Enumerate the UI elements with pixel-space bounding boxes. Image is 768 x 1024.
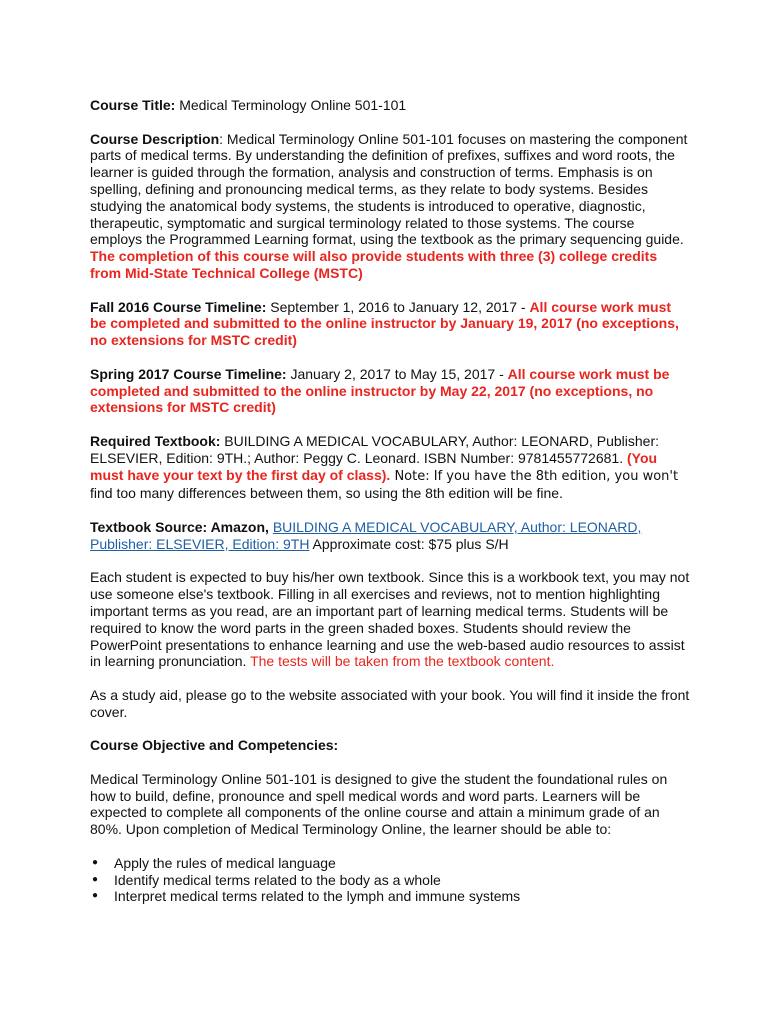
textbook-source-label: Textbook Source: Amazon, (90, 518, 269, 535)
student-paragraph-highlight: The tests will be taken from the textbook content. (250, 653, 555, 670)
course-description-label: Course Description (90, 130, 220, 147)
student-paragraph-text: Each student is expected to buy his/her own textbook. Since this is a workbook text, you may not use someone else's textbook. Filling in all exercises and reviews, not to mention highlighting important terms as you read, are an important part of learning medical terms. Students will be required to know the word parts in the green shaded boxes. Students should review the PowerPoint presentations to enhance learning and use the web-based audio resources to assist in learning pronunciation. (90, 569, 690, 670)
textbook-source (90, 519, 690, 553)
course-description-highlight: The completion of this course will also provide students with three (3) college credits from Mid-State Technical College (MSTC) (90, 248, 658, 281)
student-paragraph (90, 569, 690, 670)
course-title (90, 97, 690, 114)
study-aid: As a study aid, please go to the website associated with your book. You will find it inside the front cover. (90, 686, 690, 720)
required-textbook-label: Required Textbook: (90, 432, 221, 449)
list-item (92, 871, 690, 889)
required-textbook (90, 433, 690, 502)
course-description-text: : Medical Terminology Online 501-101 focuses on mastering the component parts of medical terms. By understanding the definition of prefixes, suffixes and word roots, the learner is guided through the formation, analysis and construction of terms. Emphasis is on spelling, defining and pronouncing medical terms, as they relate to body systems. Besides studying the anatomical body systems, the students is introduced to operative, diagnostic, therapeutic, symptomatic and surgical terminology related to those systems. The course employs the Programmed Learning format, using the textbook as the primary sequencing guide. (90, 130, 688, 248)
list-item-text: Apply the rules of medical language (114, 854, 336, 871)
amazon-textbook-link[interactable]: BUILDING A MEDICAL VOCABULARY, Author: LEONARD, Publisher: ELSEVIER, Edition: 9TH (90, 518, 642, 552)
fall-timeline-label: Fall 2016 Course Timeline: (90, 298, 267, 315)
objectives-text: Medical Terminology Online 501-101 is designed to give the student the foundational rules on how to build, define, pronounce and spell medical words and word parts. Learners will be expected to complete all components of the online course and attain a minimum grade of an 80%. Upon completion of Medical Terminology Online, the learner should be able to: (90, 770, 668, 838)
course-title-value: Medical Terminology Online 501-101 (175, 97, 407, 113)
required-textbook-text: BUILDING A MEDICAL VOCABULARY, Author: LEONARD, Publisher: ELSEVIER, Edition: 9TH.; Author: Peggy C. Leonard. ISBN Number: 9781455772681. (90, 432, 660, 466)
spring-timeline-dates: January 2, 2017 to May 15, 2017 - (286, 365, 508, 382)
objectives-list (90, 855, 690, 905)
list-item-text: Identify medical terms related to the body as a whole (114, 871, 441, 888)
document-page (90, 97, 690, 905)
objectives-heading: Course Objective and Competencies: (90, 737, 339, 754)
list-item (92, 888, 690, 905)
bullet-icon: ● (92, 856, 99, 868)
textbook-source-cost: Approximate cost: $75 plus S/H (309, 535, 509, 552)
fall-timeline-dates: September 1, 2016 to January 12, 2017 - (266, 298, 530, 315)
fall-timeline-highlight: All course work must be completed and submitted to the online instructor by January 19, 2017 (no exceptions, no extensions for MSTC credit) (90, 298, 679, 349)
required-textbook-note: Note: If you have the 8th edition, you won't (390, 468, 679, 484)
spring-timeline-highlight: All course work must be completed and submitted to the online instructor by May 22, 2017 (no exceptions, no extensions for MSTC credit) (90, 365, 670, 416)
list-item-text: Interpret medical terms related to the lymph and immune systems (114, 888, 521, 905)
required-textbook-after-note: find too many differences between them, so using the 8th edition will be fine. (90, 485, 563, 502)
bullet-icon: ● (92, 873, 99, 885)
fall-timeline (90, 299, 690, 349)
course-description (90, 131, 690, 282)
required-textbook-highlight: (You must have your text by the first day of class). (90, 449, 658, 483)
spring-timeline-label: Spring 2017 Course Timeline: (90, 365, 287, 382)
spring-timeline (90, 366, 690, 416)
course-title-label: Course Title: (90, 97, 176, 113)
bullet-icon: ● (92, 890, 99, 902)
list-item (92, 854, 690, 872)
